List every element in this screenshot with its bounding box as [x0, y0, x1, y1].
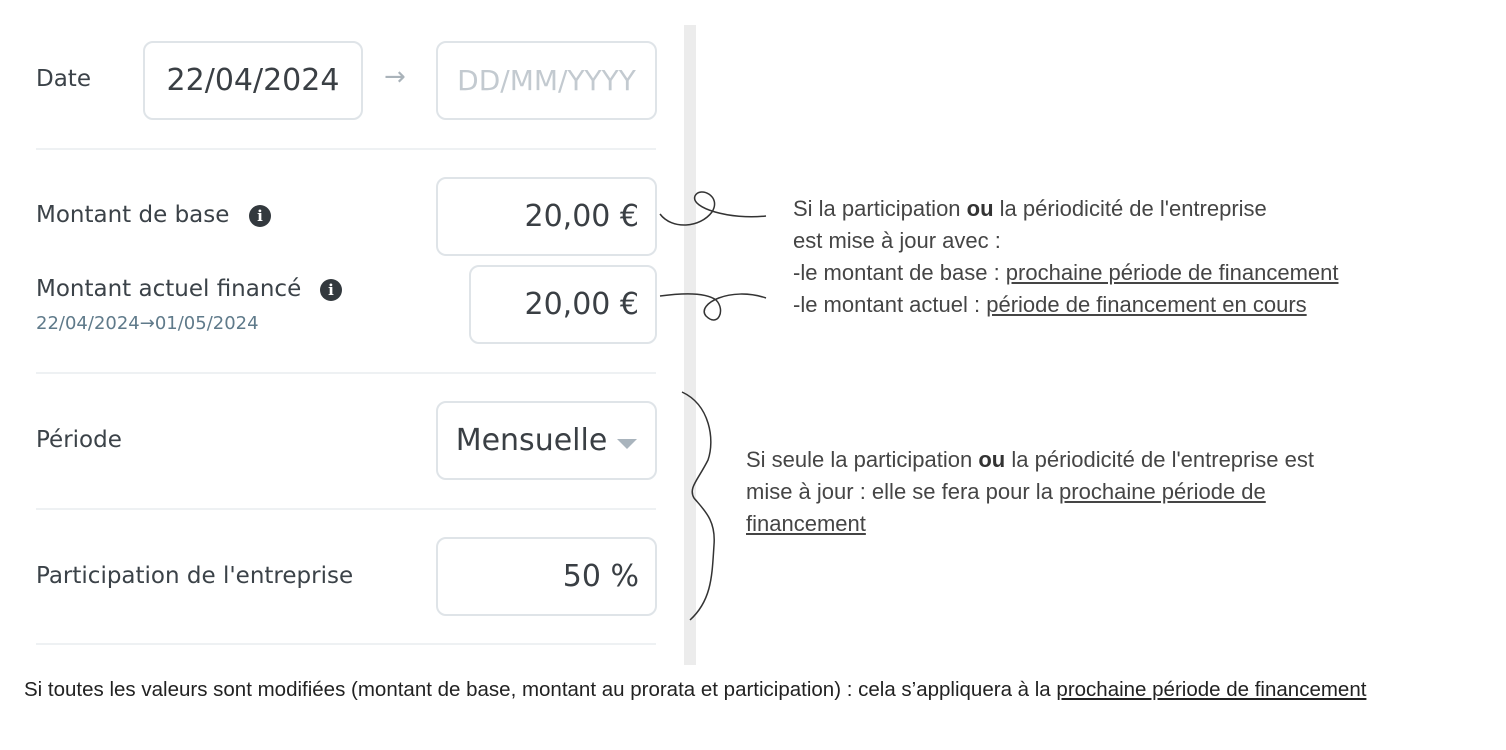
note-underlined: prochaine période de financement	[1005, 260, 1339, 285]
note-text: -le montant actuel :	[793, 292, 987, 317]
note-emphasis: ou	[966, 196, 994, 221]
current-amount-range: 22/04/2024→01/05/2024	[36, 313, 259, 334]
arrow-right-icon: →	[384, 62, 406, 92]
note-middle	[746, 444, 1314, 540]
note-underlined: financement	[746, 511, 866, 536]
note-text: est mise à jour avec :	[793, 228, 1001, 253]
note-underlined: prochaine période de financement	[1056, 678, 1367, 701]
note-text: la périodicité de l'entreprise	[993, 196, 1267, 221]
info-icon[interactable]: i	[249, 205, 271, 227]
note-text: mise à jour : elle se fera pour la	[746, 479, 1060, 504]
participation-label: Participation de l'entreprise	[36, 563, 354, 589]
date-label: Date	[36, 66, 91, 92]
note-emphasis: ou	[978, 447, 1006, 472]
info-icon[interactable]: i	[320, 279, 342, 301]
note-underlined: prochaine période de	[1059, 479, 1266, 504]
note-text: -le montant de base :	[793, 260, 1006, 285]
base-amount-label: Montant de base	[36, 202, 230, 228]
note-text: la périodicité de l'entreprise est	[1005, 447, 1314, 472]
note-top	[793, 193, 1338, 321]
current-amount-label: Montant actuel financé	[36, 276, 302, 302]
participation-value: 50 %	[562, 559, 639, 594]
connector-curve-base	[660, 192, 766, 225]
date-end-placeholder: DD/MM/YYYY	[457, 64, 636, 97]
brace-curve	[682, 392, 714, 620]
note-footer	[24, 678, 1366, 702]
note-text: Si seule la participation	[746, 447, 979, 472]
period-label: Période	[36, 427, 122, 453]
note-text: Si la participation	[793, 196, 967, 221]
note-underlined: période de financement en cours	[986, 292, 1307, 317]
base-amount-value: 20,00 €	[524, 199, 639, 234]
current-amount-value: 20,00 €	[524, 287, 639, 322]
date-start-value: 22/04/2024	[166, 63, 340, 98]
connector-curve-current	[660, 294, 766, 320]
period-value: Mensuelle	[455, 423, 608, 458]
note-text: Si toutes les valeurs sont modifiées (montant de base, montant au prorata et participation) : cela s’appliquera à la	[24, 678, 1057, 701]
